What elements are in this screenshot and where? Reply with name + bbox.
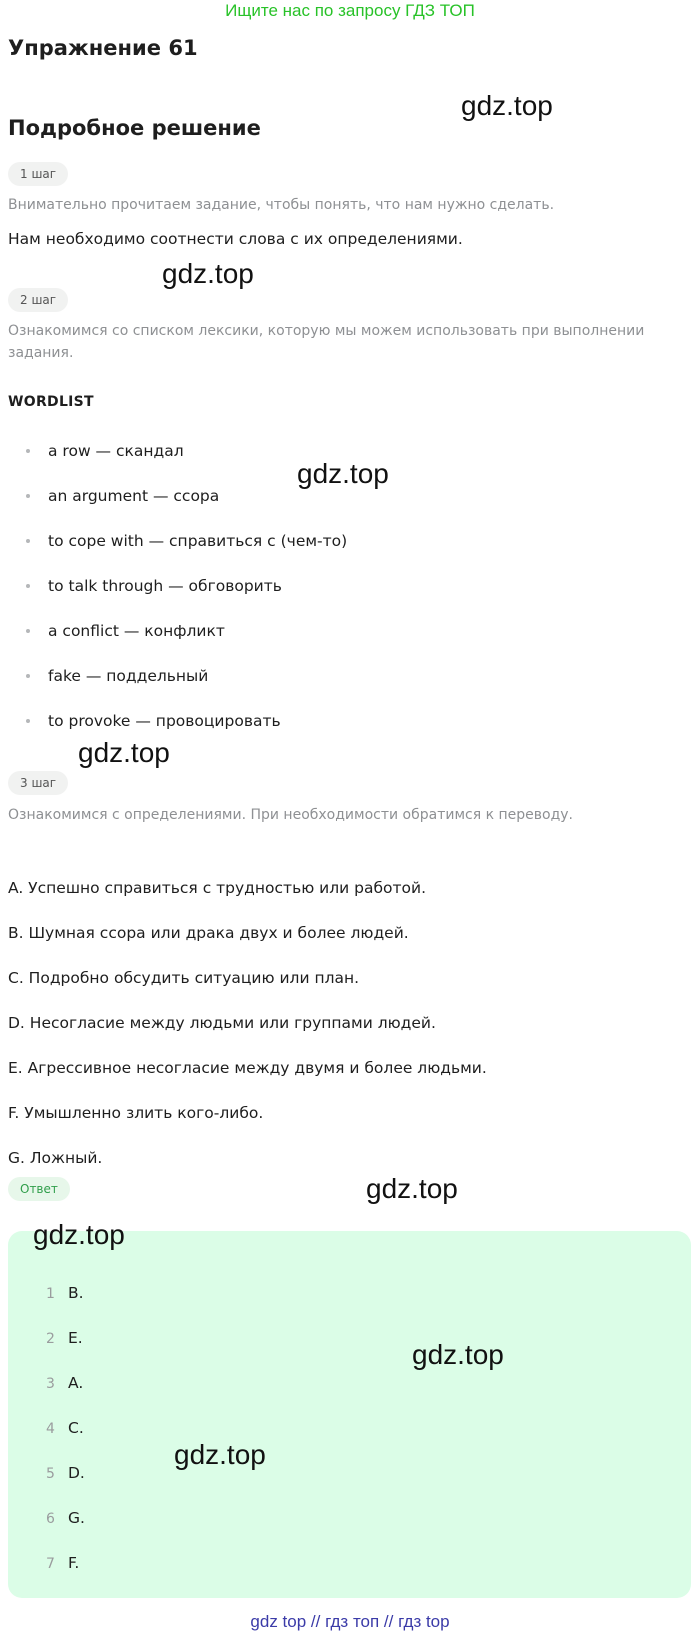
definition-item: E. Агрессивное несогласие между двумя и более людьми. (8, 1059, 487, 1077)
answer-item: 5 D. (46, 1464, 85, 1482)
answer-item: 1 B. (46, 1284, 84, 1302)
list-item: a conflict — конфликт (26, 621, 347, 666)
bullet-icon (26, 584, 30, 588)
step-hint-3: Ознакомимся с определениями. При необходимости обратимся к переводу. (8, 807, 574, 823)
watermark: gdz.top (162, 258, 254, 289)
list-item: an argument — ссора (26, 486, 347, 531)
definition-item: B. Шумная ссора или драка двух и более людей. (8, 924, 409, 942)
answer-item: 3 A. (46, 1374, 84, 1392)
step-chip-1: 1 шаг (8, 162, 68, 186)
answer-item: 2 E. (46, 1329, 83, 1347)
answer-item: 4 C. (46, 1419, 84, 1437)
answer-list (46, 1283, 85, 1598)
list-item: fake — поддельный (26, 666, 347, 711)
definition-item: G. Ложный. (8, 1149, 103, 1167)
answer-chip: Ответ (8, 1177, 70, 1201)
top-banner: Ищите нас по запросу ГДЗ ТОП (225, 1, 475, 20)
watermark: gdz.top (78, 737, 170, 768)
list-item: to talk through — обговорить (26, 576, 347, 621)
list-item: a row — скандал (26, 441, 347, 486)
definitions-list (8, 878, 487, 1193)
watermark: gdz.top (461, 90, 553, 121)
list-item: to cope with — справиться с (чем-то) (26, 531, 347, 576)
definition-item: C. Подробно обсудить ситуацию или план. (8, 969, 360, 987)
bullet-icon (26, 539, 30, 543)
bullet-icon (26, 494, 30, 498)
watermark: gdz.top (366, 1173, 458, 1204)
step-text-1: Нам необходимо соотнести слова с их определениями. (8, 230, 463, 248)
list-item: to provoke — провоцировать (26, 711, 347, 756)
step-hint-2: Ознакомимся со списком лексики, которую мы можем использовать при выполнении задания. (8, 323, 645, 361)
bullet-icon (26, 719, 30, 723)
bullet-icon (26, 629, 30, 633)
watermark: gdz.top (412, 1339, 504, 1370)
definition-item: F. Умышленно злить кого-либо. (8, 1104, 264, 1122)
section-title: Подробное решение (8, 116, 261, 140)
definition-item: D. Несогласие между людьми или группами людей. (8, 1014, 436, 1032)
watermark: gdz.top (297, 458, 389, 489)
watermark: gdz.top (174, 1439, 266, 1470)
answer-box (8, 1231, 691, 1598)
step-chip-2: 2 шаг (8, 288, 68, 312)
footer-links: gdz top // гдз топ // гдз top (250, 1612, 450, 1631)
page-title: Упражнение 61 (8, 36, 198, 60)
wordlist-title: WORDLIST (8, 394, 94, 410)
answer-item: 7 F. (46, 1554, 80, 1572)
definition-item: A. Успешно справиться с трудностью или работой. (8, 879, 427, 897)
answer-item: 6 G. (46, 1509, 85, 1527)
step-chip-3: 3 шаг (8, 771, 68, 795)
bullet-icon (26, 674, 30, 678)
bullet-icon (26, 449, 30, 453)
step-hint-1: Внимательно прочитаем задание, чтобы понять, что нам нужно сделать. (8, 197, 555, 213)
watermark: gdz.top (33, 1219, 125, 1250)
